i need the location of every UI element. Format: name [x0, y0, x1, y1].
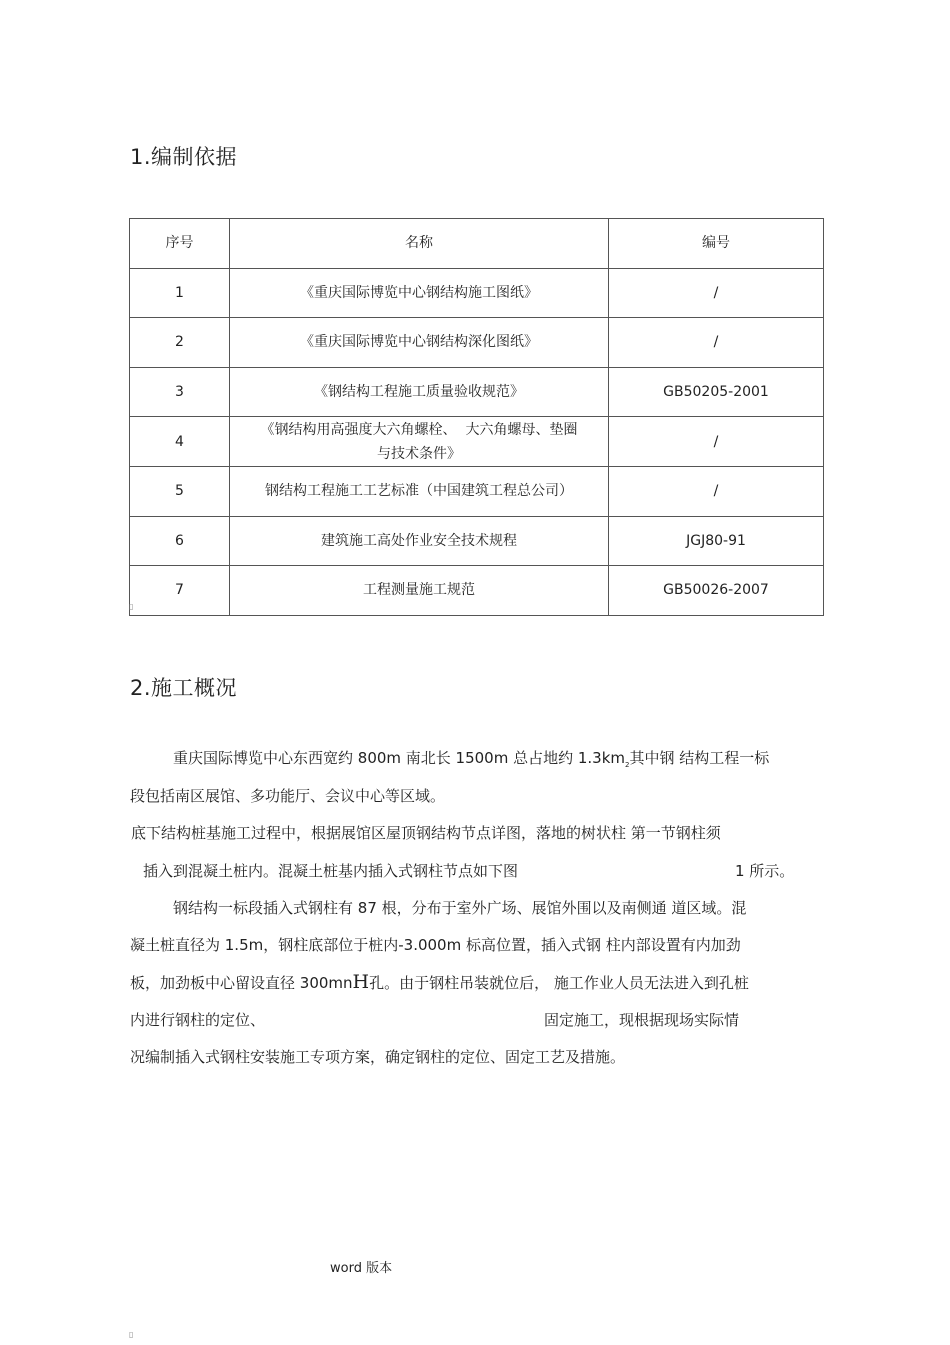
page-mark: ▯ [129, 1330, 134, 1339]
cell-name: 工程测量施工规范 [230, 566, 609, 616]
cell-name: 建筑施工高处作业安全技术规程 [230, 516, 609, 566]
basis-table [129, 218, 824, 616]
cell-no: 5 [130, 466, 230, 516]
header-code: 编号 [609, 219, 824, 269]
table-header-row [130, 219, 824, 269]
page-mark: ▯ [129, 602, 134, 611]
cell-name: 《钢结构工程施工质量验收规范》 [230, 367, 609, 417]
cell-code: / [609, 268, 824, 318]
paragraph-line: 内进行钢柱的定位、 [130, 1011, 266, 1029]
cell-name-line1: 《钢结构用高强度大六角螺栓、 大六角螺母、垫圈 [260, 421, 578, 438]
table-row [130, 466, 824, 516]
paragraph-line [173, 748, 769, 775]
table-row [130, 417, 824, 467]
text-run: 其中钢 结构工程一标 [629, 749, 770, 767]
paragraph-line: 插入到混凝土桩内。混凝土桩基内插入式钢柱节点如下图 [143, 862, 519, 880]
header-name: 名称 [230, 219, 609, 269]
section-1-title: 1.编制依据 [130, 145, 238, 169]
superscript: 2 [625, 761, 630, 769]
paragraph-line: 底下结构桩基施工过程中，根据展馆区屋顶钢结构节点详图，落地的树状柱 第一节钢柱须 [131, 824, 721, 842]
header-no: 序号 [130, 219, 230, 269]
cell-code: GB50205-2001 [609, 367, 824, 417]
table-row [130, 318, 824, 368]
table-row [130, 566, 824, 616]
cell-no: 6 [130, 516, 230, 566]
paragraph-line: 况编制插入式钢柱安装施工专项方案，确定钢柱的定位、固定工艺及措施。 [130, 1048, 626, 1066]
cell-name-line2: 与技术条件》 [377, 445, 461, 462]
cell-no: 1 [130, 268, 230, 318]
table-row [130, 516, 824, 566]
paragraph-line: 凝土桩直径为 1.5m，钢柱底部位于桩内-3.000m 标高位置，插入式钢 柱内部设置有内加劲 [130, 936, 741, 954]
cell-no: 4 [130, 417, 230, 467]
table-row [130, 268, 824, 318]
paragraph-line: 钢结构一标段插入式钢柱有 87 根，分布于室外广场、展馆外围以及南侧通 道区域。混 [173, 899, 747, 917]
cell-no: 3 [130, 367, 230, 417]
paragraph-line: 固定施工，现根据现场实际情 [544, 1011, 740, 1029]
cell-code: / [609, 318, 824, 368]
cell-name: 《重庆国际博览中心钢结构深化图纸》 [230, 318, 609, 368]
paragraph-line: 段包括南区展馆、多功能厅、会议中心等区域。 [130, 787, 446, 805]
text-run: 重庆国际博览中心东西宽约 800m 南北长 1500m 总占地约 1.3km [173, 749, 626, 767]
cell-code: / [609, 417, 824, 467]
table-row [130, 367, 824, 417]
paragraph-line: 1 所示。 [735, 862, 795, 880]
cell-name: 钢结构工程施工工艺标准（中国建筑工程总公司） [230, 466, 609, 516]
text-run: 孔。由于钢柱吊装就位后， 施工作业人员无法进入到孔桩 [369, 974, 749, 992]
text-run: 板，加劲板中心留设直径 300mn [130, 974, 353, 992]
cell-name: 《重庆国际博览中心钢结构施工图纸》 [230, 268, 609, 318]
paragraph-line [130, 972, 749, 993]
cell-code: GB50026-2007 [609, 566, 824, 616]
section-2-title: 2.施工概况 [130, 676, 238, 700]
cell-code: / [609, 466, 824, 516]
cell-code: JGJ80-91 [609, 516, 824, 566]
cell-no: 7 [130, 566, 230, 616]
cell-no: 2 [130, 318, 230, 368]
page-footer: word 版本 [330, 1261, 393, 1276]
text-run: H [352, 971, 370, 993]
cell-name [230, 417, 609, 467]
